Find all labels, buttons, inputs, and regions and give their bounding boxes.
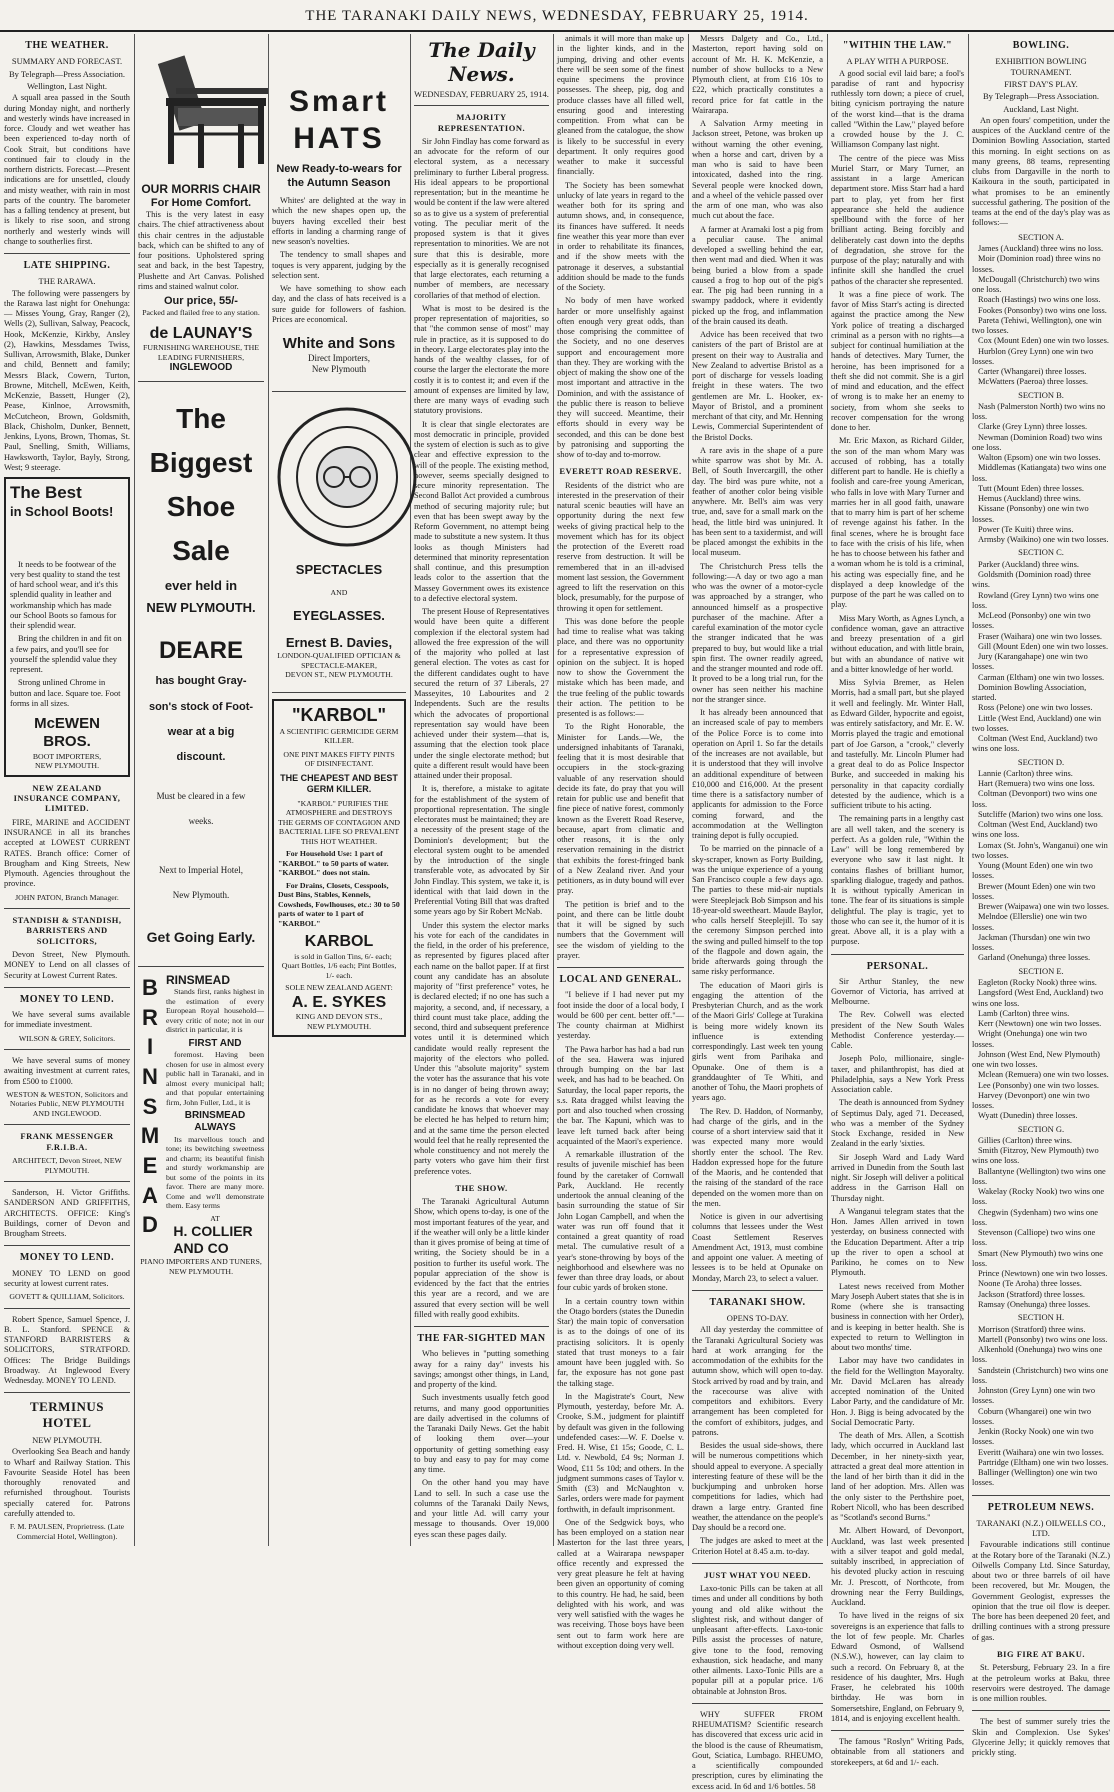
bowling-result-line: Walton (Epsom) one win two losses.	[978, 453, 1101, 463]
karbol-cheapest: THE CHEAPEST AND BEST GERM KILLER.	[280, 772, 398, 794]
column-rule	[268, 34, 269, 1546]
whites-name: White and Sons	[282, 335, 396, 352]
bowling-result-line: Carman (Eltham) one win two losses.	[978, 672, 1105, 682]
karbol-heading: "KARBOL"	[291, 704, 387, 725]
hotel-text: Overlooking Sea Beach and handy to Wharf and Railway Station. This Favourite Seaside Hotel has been thoroughly renovated and refurnished throughout. Tourists specially catered for. Patrons carefully attended to.	[4, 1447, 130, 1518]
taranaki-show-sub: OPENS TO-DAY.	[726, 1312, 789, 1323]
column-2	[138, 34, 264, 1546]
deare-name: DEARE	[158, 636, 243, 664]
bowling-result-line: Garland (Onehunga) three losses.	[978, 953, 1091, 963]
launay-sub: FURNISHING WAREHOUSE, THE LEADING FURNISHERS,	[142, 343, 260, 362]
chair-freight: Packed and flailed free to any station.	[142, 308, 260, 318]
bowling-result-line: Lomax (St. John's, Wanganui) one win two losses.	[972, 840, 1108, 860]
brinsmead-first: FIRST AND	[188, 1037, 242, 1049]
spence-text: Robert Spence, Samuel Spence, J. B. L. Stanford. SPENCE & STANFORD BARRISTERS & SOLICITORS, STRATFORD. Offices: The Bridge Buildings Broadway. At Inglewood Every Wednesday. MONEY TO LEND.	[4, 1314, 130, 1385]
column-4	[414, 34, 549, 1546]
cleared-text-2: weeks.	[188, 815, 214, 826]
bowling-result-line: Roach (Hastings) two wins one loss.	[978, 295, 1101, 305]
local-text-1: "I believe if I had never put my foot inside the door of a local body, I would be 600 per cent. better off."—The county chairman at Midhirst yesterday.	[557, 990, 684, 1041]
column-rule	[553, 34, 554, 1546]
boots-town: NEW PLYMOUTH.	[34, 761, 100, 771]
personal-text-1: Sir Arthur Stanley, the new Governor of Victoria, has arrived at Melbourne.	[831, 976, 964, 1007]
deare-text-4: discount.	[176, 751, 226, 764]
chair-text: This is the very latest in easy chairs. The chief attractiveness about this chair centres in the adjustable back, which can be shifted to any of four positions. Upholstered spring seat and back, in the best Tapestry, Plushette and Art Canvas. Polished rims and stained walnut color.	[138, 210, 264, 291]
hats-title-2: HATS	[293, 121, 385, 155]
shipping-text: The following were passengers by the Rarawa last night for Onehunga:— Misses Young, Gray, Ranger (2), Wells (2), Sullivan, Salway, Peacock, Hook, McKenzie, Kirkby, Ansley (2), Hawkins, Messdames Twiss, Sullivan, Arrowsmith, Blake, Dunker and child, Bennett and family; Messrs Black, Cowern, Turton, Browne, Mitchell, McEwen, Keith, McKenzie, Bassett, Hunger (2), Pease, Kinlnoe, Arrowsmith, McCutcheon, Brown, Goldsmith, Black, Chisholm, Dunker, Bennett, Jenkins, Lyons, Brown, Thomas, St. Paul, Snelling, Smith, Williams, Hawksworth, Taylor, Bayly, Strong, West; 9 steerage.	[4, 288, 130, 472]
sykes-town: NEW PLYMOUTH.	[306, 1021, 372, 1031]
personal-text-4: The death is announced from Sydney of Septimus Daly, aged 71. Deceased, who was a member of the Sydney Stock Exchange, resided in New Zealand in the early 'sixties.	[831, 1098, 964, 1149]
deare-text-2: son's stock of Foot-	[148, 700, 254, 713]
bowling-result-line: James (Auckland) three wins no loss.	[978, 244, 1104, 254]
col6-text-7: It has already been announced that an increased scale of pay to members of the Police Force is to come into operation on April 1. So far the details of the increases are not available, but it is understood that they will involve an additional expenditure of between £10,000 and £16,000. At the present time there is a satisfactory number of applicants for admission to the Force coming forward, and the accommodation at the Wellington training depot is fully occupied.	[692, 708, 823, 840]
chair-subheading: For Home Comfort.	[150, 196, 252, 209]
fire-heading: BIG FIRE AT BAKU.	[996, 1648, 1085, 1659]
representation-heading: MAJORITY REPRESENTATION.	[437, 112, 526, 133]
personal-text-9: The death of Mrs. Allen, a Scottish lady, which occurred in Auckland last December, in her ninety-sixth year, attracted a great deal more attention in the land of her birth than it did in the land of her adoption. Mrs. Allen was the only sister to the Perthshire poet, Robert Nicoll, who has been described as "Scotland's second Burns."	[831, 1431, 964, 1523]
karbol-household: For Household Use: 1 part of "KARBOL" to 50 parts of water. "KARBOL" does not stain.	[278, 849, 389, 878]
deare-text-3: wear at a big	[167, 726, 235, 739]
bowling-result-line: Armsby (Waikino) one win two losses.	[978, 535, 1109, 545]
local-text-6: One of the Sedgwick boys, who has been employed on a station near Masterton for the last three years, called at a Wairarapa newspaper office recently and expressed the very great pleasure he felt at having been given an opportunity of coming to this country. He had, he said, been delighted with his work, and was very well satisfied with the wages he was receiving. Those boys have been sent out to farm work here are without exception doing very well.	[557, 1517, 684, 1650]
weston-text: We have several sums of money awaiting investment at current rates, from £500 to £1000.	[4, 1056, 130, 1086]
karbol-sub: A SCIENTIFIC GERMICIDE GERM KILLER.	[279, 726, 399, 746]
personal-text-11: To have lived in the reigns of six sovereigns is an experience that falls to the lot of few people. Mr. Charles Edward Osmond, of Wallsend (N.S.W.), however, can lay claim to such a record. On February 8, at the residence of his daughter, Mrs. Hugh Fraser, he celebrated his 100th birthday. He was born in Somersetshire, England, on February 9, 1814, and is enjoying excellent health.	[831, 1611, 964, 1723]
next-town: New Plymouth.	[172, 889, 230, 900]
brinsmead-vertical-letters	[138, 973, 162, 1240]
weather-subheading: SUMMARY AND FORECAST.	[11, 56, 123, 67]
bowling-result-line: Coltman (West End, Auckland) two wins one loss.	[972, 734, 1098, 754]
bowling-result-line: Morrison (Stratford) three wins.	[978, 1324, 1086, 1334]
brinsmead-letter: N	[142, 1063, 158, 1089]
karbol-sold: is sold in Gallon Tins, 6/- each; Quart Bottles, 1/6 each; Pint Bottles, 1/- each.	[281, 951, 397, 980]
skin-text: The best of summer surely tries the Skin and Complexion. Use Sykes' Glycerine Jelly; it quickly removes that prickly sting.	[972, 1717, 1110, 1758]
whites-town: New Plymouth	[311, 364, 367, 375]
need-heading: JUST WHAT YOU NEED.	[704, 1569, 811, 1580]
bowling-result-line: Martell (Ponsonby) two wins one loss.	[978, 1334, 1108, 1344]
hats-text-3: We have something to show each day, and the class of hats received is a sure guide for followers of fashion. Prices are economical.	[272, 284, 406, 324]
boots-title-2: in School Boots!	[10, 503, 114, 519]
boots-shop: McEWEN BROS.	[34, 715, 100, 751]
column-rule	[968, 34, 969, 1546]
bowling-result-line: Lannie (Carlton) three wins.	[978, 768, 1073, 778]
everett-text-3: To the Right Honorable, the Minister for Lands.—We, the undersigned inhabitants of Taranaki, feeling that it is most desirable that occupiers in the stock-grazing valuable of any reservation should decide its fate, do pray that you will retain for public use and benefit that fine piece of native forest, commonly known as the Everett Road Reserve, because, apart from climatic and other reasons, it is the only reservation remaining in the district that exhibits the forest-fringed bank of a New Zealand river. And your petitioners, as in duty bound will ever pray.	[557, 722, 684, 896]
roslyn-text: The famous "Roslyn" Writing Pads, obtainable from all stationers and storekeepers, at 6d and 1/- each.	[831, 1737, 964, 1767]
bowling-result-line: Ross (Pelone) one win two losses.	[978, 703, 1093, 713]
bowling-result-line: Little (West End, Auckland) one win two losses.	[972, 713, 1102, 733]
representation-text-1: Sir John Findlay has come forward as an advocate for the reform of our electoral system, as a necessary preliminary to further Liberal progress. His ideal appears to be proportional representation; but in the meantime he would be content if the law were altered so as to give us a system of preferential voting. The peculiar merit of the proposed system is that it gives representation to minorities. We are not sure that this is desirable, more especially as it is generally recognised that large electorates, each returning a number of members, are necessary corollaries of that method of election.	[414, 136, 549, 300]
law-text-2: The centre of the piece was Miss Muriel Starr, or Mary Turner, an assistant in a large American department store. Miss Starr had a hard part to play, yet from her first appearance she held the audience spellbound with the force of her brilliant acting. Being forcibly and deliberately cast down into the depths of degradation, she strove for the purpose of the play; naturally and with infinite skill she handled the cruel pathos of the character she represented.	[831, 153, 964, 286]
boots-text-2: Bring the children in and fit on a few pairs, and you'll see for yourself the splendid value they represent.	[10, 634, 122, 675]
col6-text-3: A farmer at Aramaki lost a pig from a peculiar cause. The animal developed a swelling behind the ear, then went mad and died. When it was being buried a blow from a spade caused a frog to hop out of the pig's ear. The pig had been running in a swampy paddock, where it evidently picked up the frog, and inflammation of the brain caused its death.	[692, 224, 823, 326]
bowling-result-line: Pareta (Tehiwi, Wellington), one win two losses.	[972, 315, 1102, 336]
column-6	[692, 34, 823, 1791]
bowling-result-line: Middlemas (Katiangata) two wins one loss.	[972, 463, 1107, 483]
law-text-5: Miss Mary Worth, as Agnes Lynch, a confidence woman, gave an attractive and breezy presentation of a girl without education, and with little brain, but with an abundance of native wit and a bitter knowledge of her world.	[831, 613, 964, 674]
bowling-result-line: Stevenson (Calliope) two wins one loss.	[972, 1228, 1096, 1248]
bowling-section-heading: SECTION D.	[1017, 756, 1065, 767]
bowling-result-line: McDougall (Christchurch) two wins one loss.	[972, 274, 1100, 295]
brinsmead-ad	[138, 972, 264, 1238]
hotel-heading: TERMINUS HOTEL	[29, 1399, 105, 1431]
brinsmead-at: AT	[210, 1213, 220, 1223]
taranaki-show-heading: TARANAKI SHOW.	[709, 1296, 806, 1308]
bowling-result-line: Melndoe (Ellerslie) one win two losses.	[972, 912, 1087, 932]
get-going-early: Get Going Early.	[146, 928, 256, 945]
local-text-2: The Pawa harbor has had a bad run of the sea. Hawera was injured through bumping on the bar last week, and has had to be beached. On Saturday, the local paper reports, the s.s. Rata dragged whilst leaving the port and also touched when crossing the bar. The Kapuni, which was to leave left turned back after being acquainted of the Maori's experience.	[557, 1044, 684, 1146]
bowling-subheading: EXHIBITION BOWLING TOURNAMENT.	[995, 56, 1087, 77]
standish-text: Devon Street, New Plymouth. MONEY to Lend on all classes of Security at Lowest Current Rates.	[4, 950, 130, 980]
everett-text-4: The petition is brief and to the point, and there can be little doubt that it will be signed by such numbers that the Government will see the wisdom of yielding to the prayer.	[557, 899, 684, 960]
shoe-sale-line-3: Shoe	[166, 490, 236, 522]
column-rule	[134, 34, 135, 1546]
shoe-sale-line-5: ever held in	[164, 578, 238, 594]
eyeglasses-heading: EYEGLASSES.	[293, 607, 385, 623]
bowling-result-line: Young (Mount Eden) one win two losses.	[972, 861, 1093, 881]
bowling-section-heading: SECTION E.	[1018, 965, 1064, 976]
bowling-result-line: Eagleton (Rocky Nook) three wins.	[978, 978, 1097, 988]
bowling-result-line: Ballinger (Wellington) one win two losses.	[972, 1468, 1098, 1488]
bowling-day: FIRST DAY'S PLAY.	[1004, 78, 1078, 89]
bowling-result-line: Alkenhold (Onehunga) two wins one loss.	[972, 1345, 1103, 1365]
bowling-result-line: Kerr (Newtown) one win two losses.	[978, 1019, 1102, 1029]
column-8	[972, 34, 1110, 1758]
taranaki-show-text-1: All day yesterday the committee of the Taranaki Agricultural Society was hard at work arranging for the accommodation of the exhibits for the autumn show, which will open to-day. Stock arrived by road and by train, and the racecourse was alive with competitors and exhibitors. Every arrangement has been completed for the comfort of exhibitors, judges, and patrons.	[692, 1325, 823, 1437]
next-to-text: Next to Imperial Hotel,	[159, 864, 243, 875]
bowling-result-line: Fookes (Ponsonby) two wins one loss.	[978, 305, 1107, 315]
boots-title-1: The Best	[10, 483, 82, 503]
bowling-result-line: Fraser (Waihara) one win two losses.	[978, 631, 1102, 641]
personal-text-10: Mr. Albert Howard, of Devonport, Auckland, was last week presented with a silver teapot and gold medal, suitably inscribed, in appreciation of his devoted plucky action in rescuing Mr. J. Prescott, of Northcote, from drowning near the Ferry Buildings, Auckland.	[831, 1526, 964, 1608]
bowling-result-line: Prince (Newtown) one win two losses.	[978, 1269, 1108, 1279]
column-3	[272, 34, 406, 1546]
boots-ad	[4, 477, 130, 777]
weather-text: A squall area passed in the South during Monday night, and northerly and westerly winds have increased in force. Cloudy and wet weather has been experienced to-day north of Cook Strait, but conditions have continued fair to cloudy in the northern districts. Forecast.—Present indications are for unsettled, cloudy and misty weather, with rain in most parts of the country. The barometer has a falling tendency at present, but is likely to rise soon, and strong northerly and westerly winds will change to southerlies first.	[4, 93, 130, 246]
hotel-proprietor: F. M. PAULSEN, Proprietress. (Late Commercial Hotel, Wellington).	[9, 1522, 125, 1541]
bowling-result-line: Hemus (Auckland) three wins.	[978, 494, 1081, 504]
insurance-heading: NEW ZEALAND INSURANCE COMPANY, LIMITED.	[13, 782, 121, 814]
brinsmead-letter: I	[146, 1034, 154, 1060]
show-continued-text-3: No body of men have worked harder or more unselfishly against often enough very great odds, than those comprising the committee of the Society, and no one deserves support and encouragement more than they. They are working with the object of making the show one of the most important and attractive in the Dominion, and with the assistance of the public there is reason to believe they will succeed. Meantime, their efforts should in every way be seconded, and this can be done best by patronising and supporting the show of to-day and to-morrow.	[557, 296, 684, 459]
karbol-agent: SOLE NEW ZEALAND AGENT:	[285, 983, 393, 993]
karbol-name: KARBOL	[304, 933, 374, 951]
bowling-result-line: Rowland (Grey Lynn) two wins one loss.	[972, 590, 1099, 610]
whites-sub: Direct Importers,	[308, 353, 370, 364]
col6-text-11: Notice is given in our advertising columns that lessees under the West Coast Settlement Reserves Amendment Act, 1913, must combine and appoint one valuer. A meeting of lessees is to be held at Opunake on Monday, March 23, to select a valuer.	[692, 1212, 823, 1283]
brinsmead-text-2: foremost. Having been chosen for use in almost every public hall in Taranaki, and in almost every municipal hall; and that popular entertaining firm, John Fuller, Ltd., it is	[166, 1050, 264, 1107]
column-rule	[827, 34, 828, 1546]
chair-heading: OUR MORRIS CHAIR	[141, 182, 261, 196]
bowling-result-line: McWatters (Paeroa) three losses.	[978, 377, 1089, 387]
morris-chair-illustration	[138, 38, 288, 178]
show-continued-text-2: The Society has been somewhat unlucky of late years in regard to the weather both for its spring and autumn shows, and, in consequence, its finances have suffered. It needs fine weather this year more than ever in order to rehabilitate its finances, and if the show meets with the patronage it deserves, a substantial addition should be made to the funds of the Society.	[557, 180, 684, 292]
standish-heading: STANDISH & STANDISH, BARRISTERS AND SOLICITORS,	[12, 915, 122, 946]
deare-text-1: has bought Gray-	[155, 675, 247, 688]
messenger-sub: ARCHITECT, Devon Street, NEW PLYMOUTH.	[12, 1156, 122, 1175]
bowling-sections	[972, 232, 1110, 1489]
local-text-4: In a certain country town within the Otago borders (states the Dunedin Star) the main topic of conversation is as to the doings of one of its practising solicitors. It is openly stated that trust moneys to a fair amount have been juggled with. So far, the exposure has not gone past the talking stage.	[557, 1296, 684, 1388]
shoe-sale-line-4: Sale	[172, 535, 230, 567]
everett-text-2: This was done before the people had time to realise what was taking place, and there was no opportunity for a representative expression of opinion on the subject. It is hoped now to show the Government the mistake which has been made, and the true feeling of the public towards their action. The petition to be presented is as follows:—	[557, 616, 684, 719]
bowling-dateline: Auckland, Last Night.	[1003, 103, 1079, 114]
fire-text: St. Petersburg, February 23. In a fire at the petroleum works at Baku, three reservoirs were destroyed. The damage is one million roubles.	[972, 1663, 1110, 1704]
brinsmead-letter: R	[142, 1004, 158, 1030]
petroleum-text: Favourable indications still continue at the Rotary bore of the Taranaki (N.Z.) Oilwells Company Ltd. Since Saturday, about two or three barrels of oil have been recovered, but Mr. Mougen, the Government Geologist, expresses the opinion that the true oil flow is deeper. The bore has been deepened 20 feet, and drilling continues with a strong pressure of gas.	[972, 1540, 1110, 1642]
shoe-sale-line-6: NEW PLYMOUTH.	[146, 600, 256, 616]
bowling-result-line: Sandstein (Christchurch) two wins one loss.	[972, 1365, 1109, 1385]
bowling-result-line: Kissane (Ponsonby) one win two losses.	[972, 504, 1089, 524]
show-heading: THE SHOW.	[455, 1182, 508, 1193]
col6-text-9: The education of Maori girls is engaging the attention of the Presbyterian Church, and as the work of the Maori Girls' College at Turakina is being more widely known its influence is extending correspondingly. Last week ten young girls went from Parihaka and Opunake. One of them is a granddaughter of Te Whiti, and another of Tohu, the Maori prophets of years ago.	[692, 980, 823, 1103]
karbol-text: "KARBOL" PURIFIES THE ATMOSPHERE and DESTROYS THE GERMS OF CONTAGION AND BACTERIAL LIFE SO PREVALENT THIS HOT WEATHER.	[278, 798, 400, 846]
bowling-byline: By Telegraph—Press Association.	[982, 91, 1100, 102]
insurance-text: FIRE, MARINE and ACCIDENT INSURANCE in all its branches accepted at LOWEST CURRENT RATES. Branch office: Corner of Brougham and King Streets, New Plymouth. Agencies throughout the province.	[4, 817, 130, 889]
brinsmead-letter: M	[140, 1123, 160, 1149]
masthead-title: THE TARANAKI DAILY NEWS, WEDNESDAY, FEBRUARY 25, 1914.	[305, 8, 809, 24]
boots-shop-sub: BOOT IMPORTERS,	[32, 751, 102, 761]
collier-sub: PIANO IMPORTERS AND TUNERS,	[140, 1257, 262, 1267]
personal-text-7: Latest news received from Mother Mary Joseph Aubert states that she is in Rome (where she is transacting business in connection with her Order), and is keeping in better health. She is expected to return to Wellington in about two months' time.	[831, 1281, 964, 1353]
column-1	[4, 34, 130, 1546]
shipping-subheading: THE RARAWA.	[38, 276, 96, 287]
govett-text: MONEY TO LEND on good security at lowest current rates.	[4, 1268, 130, 1288]
need-text: Laxo-tonic Pills can be taken at all times and under all conditions by both young and old alike without the slightest risk, and without danger of unpleasant after-effects. Laxo-tonic Pills assist the processes of nature, give tone to the food, removing exhaustion, sick headache, and many other ailments. Laxo-Tonic Pills are a popular pill at a popular price. 1/6 obtainable at Johnston Bros.	[692, 1584, 823, 1696]
column-5	[557, 34, 684, 1650]
money-heading: MONEY TO LEND.	[19, 993, 115, 1005]
bowling-result-line: McLeod (Ponsonby) one win two losses.	[972, 611, 1091, 631]
far-sighted-text-3: On the other hand you may have Land to sell. In such a case use the columns of the Taranaki Daily News, and your little Ad. will carry your message to thousands. Over 19,000 eyes scan these pages daily.	[414, 1478, 549, 1539]
bowling-result-line: Johnson (West End, New Plymouth) one win two losses.	[972, 1049, 1100, 1070]
hats-text-2: The tendency to small shapes and toques is very apparent, judging by the selection sent.	[272, 250, 406, 280]
law-text-1: A good social evil laid bare; a fool's paradise of rant and hypocrisy ruthlessly torn down; a piece of cruel, biting cynicism portraying the nature of the worst kind—that is the drama called "Within the Law," played before a crowded house by the J. C. Williamson Company last night.	[831, 68, 964, 150]
show-text: The Taranaki Agricultural Autumn Show, which opens to-day, is one of the most important features of the year, and if the weather will only be a little kinder than it gives promise of being at time of writing, the Society should be in a position to further its useful work. The popular appreciation of the show is evidenced by the fact that the entries this year are a record, and we are assured that every section will be well filled with really good exhibits.	[414, 1197, 549, 1319]
column-rule	[410, 34, 411, 1546]
bowling-result-line: Tutt (Mount Eden) three losses.	[978, 483, 1084, 493]
col6-text-6: The Christchurch Press tells the following:—A day or two ago a man who was the owner of a motor-cycle was approached by a stranger, who announced himself as a prospective purchaser of the machine. After a careful examination of the motor cycle the stranger indicated that he was prepared to buy, but would like a trial spin first. The owner readily agreed, and the stranger mounted and rode off. It proved to be a long trial run, for the owner has seen neither his machine nor the stranger since.	[692, 561, 823, 704]
bowling-result-line: Langsford (West End, Auckland) two wins one loss.	[972, 988, 1104, 1008]
money-text: We have several sums available for immediate investment.	[4, 1010, 130, 1030]
cleared-text-1: Must be cleared in a few	[156, 790, 246, 801]
spectacle-makers-seal-illustration	[272, 402, 422, 552]
boots-text-1: It needs to be footwear of the very best quality to stand the test of hard school wear, and it's this splendid quality in leather and workmanship which has made our School Boots so famous for their splendid wear.	[10, 559, 121, 631]
spectacles-heading: SPECTACLES	[295, 562, 383, 578]
spectacles-and: AND	[330, 588, 348, 598]
local-text-5: In the Magistrate's Court, New Plymouth, yesterday, before Mr. A. Crooke, S.M., judgment for plaintiff by default was given in the following undefended cases:—W. F. Doelse v. Fred. H. Wise, £1 15s; Goode, C. L. Ltd. v. Newbold, £4 9s; Norman J. Wood, £11 5s 10d; and others. In the judgment summons cases of Taylor v. Smith (£3) and McNaughton v. Sarles, orders were made for payment forthwith, in default imprisonment.	[557, 1391, 684, 1514]
col6-text-1: Messrs Dalgety and Co., Ltd., Masterton, report having sold on account of Mr. H. K. McKenzie, a number of show bullocks to a New Plymouth client, at from £16 10s to £22, which practically constitutes a record price for fat cattle in the Wairarapa.	[692, 34, 823, 115]
bowling-result-line: Lamb (Carlton) three wins.	[978, 1008, 1070, 1018]
rheumatism-text: WHY SUFFER FROM RHEUMATISM? Scientific research has discovered that excess uric acid in the blood is the cause of Rheumatism, Gout, Sciatica, Lumbago. RHEUMO, a scientifically compounded prescription, cures by eliminating the excess acid. In 6d and 1/6 bottles. 58	[692, 1709, 823, 1791]
representation-text-2: What is most to be desired is the proper representation of majorities, so that "the common sense of most" may rule in practice, as it is supposed to do in theory. Large electorates play into the hands of the wealthy classes, for of course the larger the electorate the more costly it is to contest it; and even if the amount of expenses are limited by law, there are many ways of evading such statutory provisions.	[414, 303, 549, 416]
bowling-result-line: Noone (Te Aroha) three losses.	[978, 1279, 1082, 1289]
editorial-date: WEDNESDAY, FEBRUARY 25, 1914.	[414, 88, 549, 99]
petroleum-heading: PETROLEUM NEWS.	[987, 1501, 1095, 1513]
messenger-heading: FRANK MESSENGER F.R.I.B.A.	[20, 1131, 114, 1152]
col6-text-8: To be married on the pinnacle of a sky-scraper, known as Forty Building, was the unique experience of a young San Francisco couple a few days ago. The parties to these mid-air nuptials were Steeplejack Bob Simpson and his 18-year-old sweetheart. Maude Baylor, who calls herself Steeplejill. To say the ceremony Simpson perched into the swing and pulled himself to the top of the flagpole and down again, the bride afterwards going through the same risky performance.	[692, 844, 823, 977]
bowling-result-line: Everitt (Waihara) one win two losses.	[978, 1447, 1104, 1457]
hats-subheading: New Ready-to-wears for the Autumn Season	[276, 163, 402, 189]
far-sighted-heading: THE FAR-SIGHTED MAN	[417, 1333, 546, 1345]
bowling-result-line: Chegwin (Sydenham) two wins one loss.	[972, 1207, 1099, 1227]
bowling-result-line: Smart (New Plymouth) two wins one loss.	[972, 1248, 1103, 1268]
bowling-result-line: Hurblon (Grey Lynn) one win two losses.	[972, 346, 1094, 366]
bowling-result-line: Brewer (Waipawa) one win two losses.	[978, 902, 1109, 912]
bowling-result-line: Wakelay (Rocky Nook) two wins one loss.	[972, 1187, 1105, 1207]
shoe-sale-line-1: The	[176, 402, 226, 434]
weather-byline: By Telegraph—Press Association.	[8, 68, 126, 79]
personal-text-6: A Wanganui telegram states that the Hon. James Allen arrived in town yesterday, on business connected with the Education Department. After a trip up the river to open a school at Parikino, he comes on to New Plymouth.	[831, 1206, 964, 1278]
hats-text-1: Whites' are delighted at the way in which the new shapes open up, the buyers having excelled their best efforts in landing a charming range of new season's novelties.	[272, 196, 406, 246]
law-heading: "WITHIN THE LAW."	[842, 40, 953, 51]
bowling-result-line: Ramsay (Onehunga) three losses.	[978, 1299, 1091, 1309]
weston-firm: WESTON & WESTON, Solicitors and Notaries Public, NEW PLYMOUTH AND INGLEWOOD.	[6, 1089, 128, 1118]
bowling-result-line: Dominion Bowling Association, started.	[972, 682, 1087, 703]
launay-name: de LAUNAY'S	[149, 324, 253, 342]
griffiths-text: Sanderson, H. Victor Griffiths. SANDERSON AND GRIFFITHS, ARCHITECTS. OFFICE: King's Buildings, corner of Devon and Brougham Streets.	[4, 1188, 130, 1239]
law-text-7: The remaining parts in a lengthy cast are all well taken, and the scenery is perfect. As a golden rule, "Within the Law" will be long remembered by everyone who saw it last night. It contains flashes of brilliant humor, sparkling dialogue, tragedy and pathos. It is without typically American in tone. The fear of its situations is simple delightful. The play is tragic, yet to those who can see it, the humor of it is great. Above all, it is a play with a purpose.	[831, 814, 964, 947]
bowling-result-line: Jenkin (Rocky Nook) one win two losses.	[972, 1427, 1094, 1447]
karbol-drains: For Drains, Closets, Cesspools, Dust Bins, Stables, Kennels, Cowsheds, Fowlhouses, etc.: 30 to 50 parts of water to 1 part of "KARBOL"	[278, 880, 400, 928]
bowling-result-line: Johnston (Grey Lynn) one win two losses.	[972, 1386, 1096, 1406]
bowling-section-heading: SECTION C.	[1018, 547, 1064, 558]
bowling-result-line: Mclean (Remuera) one win two losses.	[978, 1070, 1109, 1080]
law-text-3: It was a fine piece of work. The favor of Miss Starr's acting is directed against the practice among the New York police of treating a discharged criminal as a person with no rights—a subject for continual humiliation at the hands of detectives. Mary Turner, the heroine, has been imprisoned for a theft she did not commit. She is a girl of mind and education, and the effect of wrong is to make her an enemy to society, from whom she seeks to recover compensation for the wrong done to her.	[831, 289, 964, 433]
personal-text-5: Sir Joseph Ward and Lady Ward arrived in Dunedin from the South last night. Sir Joseph will deliver a political address in the Garrison Hall on Thursday night.	[831, 1152, 964, 1203]
bowling-result-line: Gillies (Carlton) three wins.	[978, 1135, 1072, 1145]
govett-firm: GOVETT & QUILLIAM, Solicitors.	[9, 1292, 125, 1301]
sykes-name: A. E. SYKES	[291, 993, 387, 1011]
sykes-address: KING AND DEVON STS.,	[295, 1012, 383, 1022]
bowling-result-line: Power (Te Kuiti) three wins.	[978, 524, 1074, 534]
shipping-heading: LATE SHIPPING.	[23, 260, 111, 272]
boots-text-3: Strong unlined Chrome in button and lace. Square toe. Foot forms in all sizes.	[10, 678, 121, 708]
bowling-result-line: Parker (Auckland) three wins.	[978, 559, 1079, 569]
collier-town: NEW PLYMOUTH.	[168, 1266, 234, 1276]
bowling-result-line: Smith (Fitzroy, New Plymouth) two wins one loss.	[972, 1146, 1099, 1166]
bowling-result-line: Gill (Mount Eden) one win two losses.	[978, 641, 1109, 651]
col6-text-4: Advice has been received that two canisters of the part of Bristol are at present on their way to Australia and New Zealand to advertise Bristol as a port of discharge for vessels loading freight in these waters. The two gentlemen are Mr. L. Hooker, ex-Mayor of Bristol, and a prominent merchant of that city, and Mr. Henning Lewis, Commercial Superintendent of the Bristol Docks.	[692, 330, 823, 442]
karbol-pint: ONE PINT MAKES FIFTY PINTS OF DISINFECTANT.	[283, 749, 395, 769]
davies-sub: LONDON-QUALIFIED OPTICIAN & SPECTACLE-MAKER,	[277, 651, 401, 670]
bowling-result-line: Hart (Remuera) two wins one loss.	[978, 779, 1095, 789]
editorial-masthead: The Daily News.	[428, 38, 535, 87]
collier-name: H. COLLIER AND CO	[173, 1223, 253, 1257]
local-text-3: A remarkable illustration of the results of juvenile mischief has been found by the caretaker of Cornwall Park, Auckland. He recently undertook the annual cleaning of the basin surrounding the statue of Sir John Logan Campbell, and when the water was run off found that it contained a great quantity of road metal. The cumulative result of a year's stone-throwing by boys of the neighborhood and elsewhere was no fewer than three dray loads, or about four cubic yards of broken stone.	[557, 1150, 684, 1293]
bowling-section-heading: SECTION B.	[1018, 389, 1064, 400]
bowling-text: An open fours' competition, under the auspices of the Auckland centre of the Dominion Bowling Association, started this morning. In eight sections on as many greens, 88 teams, representing clubs from Dargaville in the north to Kaikoura in the south, participated in what promises to be an eminently successful gathering. The position of the teams at the end of the day's play was as follows:—	[972, 115, 1110, 228]
bowling-section-heading: SECTION H.	[1017, 1312, 1065, 1323]
bowling-result-line: Wright (Onehunga) one win two losses.	[972, 1029, 1087, 1049]
bowling-result-line: Lee (Ponsonby) one win two losses.	[978, 1080, 1099, 1090]
law-text-4: Mr. Eric Maxon, as Richard Gilder, the son of the man whom Mary was accused of robbing, has a totally different part to handle. He is chiefly a foolish and care-free young American, who falls in love with Mary Turner and marries her in all good faith, unaware that to marry him is part of her scheme of revenge against his father. In the final scenes, where he is brought face to face with the crisis of his life, when he has to choose between his father and a woman whom he is told is a criminal, his acting was especially fine, and he displayed a deep knowledge of the purpose of the part he was called on to play.	[831, 436, 964, 610]
bowling-result-line: Goldsmith (Dominion road) three wins.	[972, 570, 1091, 590]
everett-text-1: Residents of the district who are interested in the preservation of their natural scenic beauties will have an opportunity during the next few weeks of giving practical help to the movement which has for its object the protection of the Everett road reserve from destruction. It will be remembered that in an ill-advised moment last session, the Government agreed to lift the reservation on this block, presumably, for the purpose of throwing it open for settlement.	[557, 480, 684, 613]
insurance-manager: JOHN PATON, Branch Manager.	[15, 892, 119, 902]
law-subheading: A PLAY WITH A PURPOSE.	[846, 56, 949, 67]
weather-dateline: Wellington, Last Night.	[26, 80, 108, 91]
money-firm: WILSON & GREY, Solicitors.	[18, 1033, 116, 1043]
bowling-result-line: Cox (Mount Eden) one win two losses.	[978, 336, 1109, 346]
masthead	[0, 0, 1114, 32]
bowling-result-line: Moir (Dominion road) three wins no losses.	[972, 254, 1101, 274]
brinsmead-letter: B	[142, 974, 158, 1000]
bowling-section-heading: SECTION G.	[1017, 1123, 1065, 1134]
brinsmead-letter: E	[142, 1152, 158, 1178]
column-rule	[688, 34, 689, 1546]
petroleum-subheading: TARANAKI (N.Z.) OILWELLS CO., LTD.	[976, 1517, 1106, 1539]
personal-text-2: The Rev. Colwell was elected president of the New South Wales Methodist Conference yesterday.—Cable.	[831, 1010, 964, 1051]
bowling-result-line: Coltman (Devonport) two wins one loss.	[972, 789, 1098, 809]
bowling-result-line: Sutcliffe (Marion) two wins one loss.	[978, 809, 1103, 819]
bowling-section-heading: SECTION A.	[1018, 231, 1064, 242]
launay-town: INGLEWOOD	[169, 362, 233, 374]
chair-price: Our price, 55/-	[164, 295, 238, 308]
taranaki-show-text-2: Besides the usual side-shows, there will be numerous competitions which should appeal to everyone. A specially interesting feature of these will be the buckjumping and unbroken horse competitions for ladies, which had drawn a large entry. Granted fine weather, the attendance on the people's Day should be a record one.	[692, 1441, 823, 1533]
local-general-heading: LOCAL AND GENERAL.	[559, 974, 682, 986]
bowling-result-line: Jackman (Thursdan) one win two losses.	[972, 932, 1091, 953]
brinsmead-heading: RINSMEAD	[166, 972, 231, 987]
hotel-sub: NEW PLYMOUTH.	[32, 1434, 102, 1445]
personal-heading: PERSONAL.	[866, 960, 929, 972]
col6-text-5: A rare avis in the shape of a pure white sparrow was shot by Mr. A. Bell, of South Invercargill, the other day. The bird was pure white, not a feather of another color being visible anywhere. Mr. Bell's aim was very true, and, save for a small mark on the head, the little bird was uninjured. It has been sent to a taxidermist, and will be placed amongst the exhibits in the local museum.	[692, 445, 823, 558]
brinsmead-text-3: Its marvellous touch and tone; its bewitching sweetness and charm; its beautiful finish and sturdy workmanship are but some of the points in its favor. There are many more. Come and we'll demonstrate them. Easy terms	[166, 1134, 264, 1211]
bowling-result-line: Jackson (Stratford) three losses.	[978, 1289, 1085, 1299]
bowling-heading: BOWLING.	[1012, 40, 1070, 51]
personal-text-3: Joseph Polo, millionaire, single-taxer, and philanthropist, has died at Philadelphia, says a New York Press Association cable.	[831, 1054, 964, 1095]
bowling-result-line: Ballantyne (Wellington) two wins one loss.	[972, 1166, 1106, 1186]
bowling-result-line: Nash (Palmerston North) two wins no loss.	[972, 401, 1106, 422]
show-continued-text-1: animals it will more than make up in the lighter kinds, and in the jumping, driving and other events there will be seen some of the finest equine specimens the province possesses. The sheep, pig, dog and produce classes have all filled well, ensuring good and interesting competition. From what can be gleaned from the catalogue, the show is likely to be successful in every department. It only requires good weather to make it successful financially.	[557, 34, 684, 177]
hats-title-1: Smart	[288, 85, 390, 118]
bowling-result-line: Jury (Karangahape) one win two losses.	[972, 652, 1088, 672]
bowling-result-line: Partridge (Eltham) one win two losses.	[978, 1457, 1109, 1467]
representation-text-3: It is clear that single electorates are most democratic in principle, provided the system of election is such as to give clear and effective expression to the will of the people. The existing method, however, seems specially designed to secure minority representation. The Second Ballot Act provided a cumbrous method of securing majority rule; but even that has been swept away by the Reform Government, no attempt being made to substitute a new system. It thus looks as though Ministers had determined that minority representation shall continue, and this presumption leads color to the assertion that the Massey Government owes its existence to a defective electoral system.	[414, 419, 549, 603]
representation-text-6: Under this system the elector marks his vote for each of the candidates in the field, in the order of his preference, as represented by figures placed after each name on the ballot paper. If at first count any candidate has an absolute majority of "first preference" votes, he is declared elected; if no one has such a majority, a second, and, if necessary, a third count must take place, adding the second, third and subsequent preference votes until it is determined which candidate would really represent the majority of the electors who polled. Under this "absolute majority" system the voter has the assurance that his vote is in no danger of being thrown away; for as he records a vote for every candidate he knows that whoever may be elected he has helped to return him; and at the same time the person elected would feel that he really represented the whole constituency and not merely the party voters who gave him their first preference votes.	[414, 920, 549, 1176]
brinsmead-letter: D	[142, 1212, 158, 1238]
govett-heading: MONEY TO LEND.	[19, 1252, 115, 1264]
col6-text-10: The Rev. D. Haddon, of Normanby, had charge of the girls, and in the course of a short interview said that it was expected many more would shortly enter the school. The Rev. Haddon expressed hope for the future of the Maoris, and he contended that the raising of the standard of the race depended on the women more than on the men.	[692, 1106, 823, 1208]
brinsmead-text-1: Stands first, ranks highest in the estimation of every European Royal household—every critic of note; not in our district in particular, it is	[166, 987, 264, 1035]
far-sighted-text-1: Who believes in "putting something away for a rainy day" invests his savings; amongst other things, in Land, and property of the kind.	[414, 1349, 549, 1390]
davies-address: DEVON ST., NEW PLYMOUTH.	[285, 670, 393, 680]
everett-heading: EVERETT ROAD RESERVE.	[559, 466, 682, 477]
davies-name: Ernest B. Davies,	[285, 635, 393, 651]
bowling-result-line: Coltman (West End, Auckland) two wins one loss.	[972, 820, 1098, 840]
representation-text-5: It is, therefore, a mistake to agitate for the establishment of the system of proportional representation. The single electorates must be maintained; they are a necessity of the present stage of the Dominion's development; but the electoral system ought to be amended by the introduction of the single transferable vote, as advocated by Sir John Findlay. This system, we take it, is identical with that laid down in the Preferential Voting Bill that was drafted some years ago by Sir Robert McNab.	[414, 784, 549, 917]
taranaki-show-text-3: The judges are asked to meet at the Criterion Hotel at 8.45 a.m. to-day.	[692, 1536, 823, 1556]
bowling-result-line: Wyatt (Dunedin) three losses.	[978, 1111, 1078, 1121]
law-text-6: Miss Sylvia Bremer, as Helen Morris, had a small part, but she played it well and feelingly. Mr. Winter Hall, as Edward Gilder, hypocrite and egoist, was entirely satisfactory, and Mr. E. W. Morris played the tragic and emotional part of Joe Garson, a "crook," cleverly and tastefully. Mr. Lincoln Plumer had a great deal to do as Police Inspector Burke, and succeeded in making his personality in that capacity cordially detested by the audience, which is a sufficient tribute to his acting.	[831, 678, 964, 811]
far-sighted-text-2: Such investments usually fetch good returns, and many good opportunities are daily advertised in the columns of the Taranaki Daily News. Get the habit of looking them over—your opportunity of getting something easy to buy and easy to pay for may come any time.	[414, 1393, 549, 1475]
personal-text-8: Labor may have two candidates in the field for the Wellington Mayoralty. Mr. David McLaren has already accepted nomination of the United Labor Party, and the candidature of Mr. Hon. J. Bigg is being advocated by the Social Democratic Party.	[831, 1356, 964, 1427]
bowling-result-line: Clarke (Grey Lynn) three losses.	[978, 422, 1088, 432]
karbol-ad	[272, 699, 406, 1037]
brinsmead-letter: A	[142, 1182, 158, 1208]
bowling-result-line: Brewer (Mount Eden) one win two losses.	[972, 881, 1096, 901]
bowling-result-line: Newman (Dominion Road) two wins one loss.	[972, 432, 1103, 452]
bowling-result-line: Carter (Whangarei) three losses.	[978, 367, 1087, 377]
bowling-result-line: Harvey (Devonport) one win two losses.	[972, 1090, 1090, 1111]
bowling-result-line: Coburn (Whangarei) one win two losses.	[972, 1406, 1092, 1426]
col6-text-2: A Salvation Army meeting in Jackson street, Petone, was broken up without warning the other evening, when a horse and cart, driven by a man who is said to have been intoxicated, dashed into the ring. Several people were knocked down, and a wheel of the vehicle passed over the arm of one man, who was also much cut about the face.	[692, 119, 823, 221]
brinsmead-letter: S	[142, 1093, 158, 1119]
column-7	[831, 34, 964, 1767]
brinsmead-always: BRINSMEAD ALWAYS	[184, 1110, 246, 1134]
weather-heading: THE WEATHER.	[25, 40, 109, 51]
shoe-sale-line-2: Biggest	[149, 446, 253, 478]
representation-text-4: The present House of Representatives would have been quite a different complexion if the electoral system had allowed the free expression of the will of the majority who polled at last general election. The votes as cast for the different candidates ought to have secured the return of 37 Liberals, 27 Masseyites, 10 Labourites and 2 Independents. Such are the results which the advocates of proportional representation say would have been achieved under their system—that is, assuming that the election took place under the single electorate method; but quite a different result would have been attained under their proposal.	[414, 607, 549, 781]
